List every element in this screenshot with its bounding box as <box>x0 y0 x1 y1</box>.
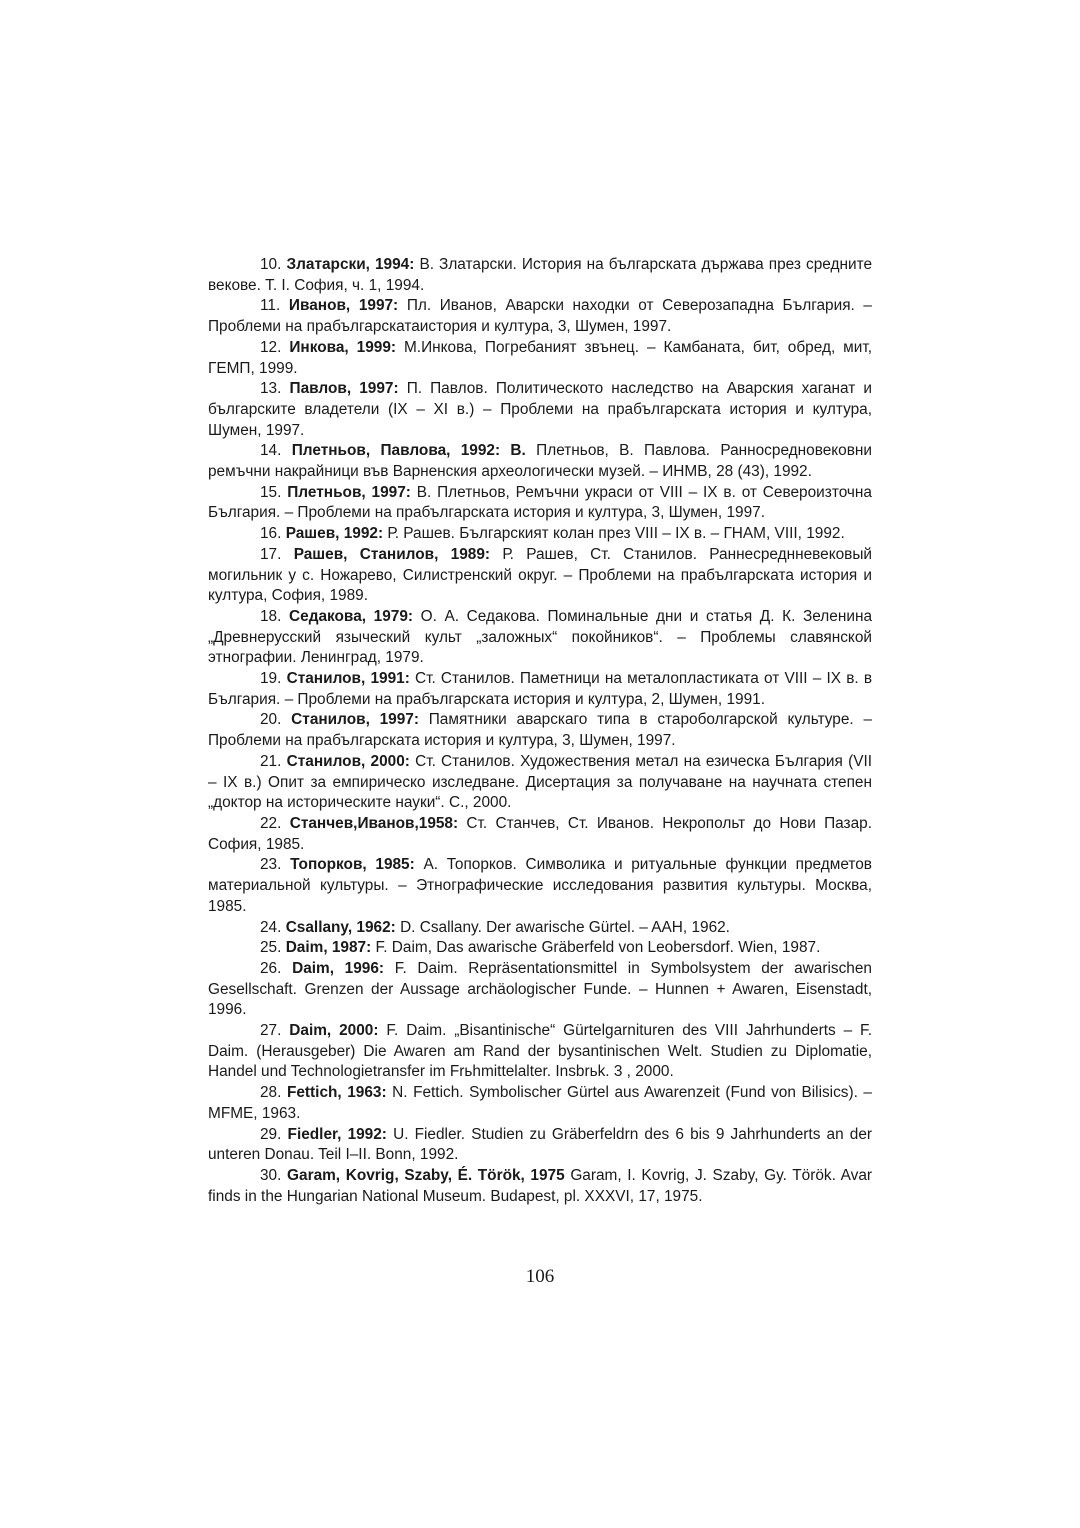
reference-key: Станилов, 1997: <box>291 711 419 729</box>
reference-key: Garam, Kovrig, Szaby, É. Török, 1975 <box>287 1166 565 1184</box>
reference-number: 13. <box>260 380 282 398</box>
reference-number: 24. <box>260 918 282 936</box>
reference-entry <box>208 545 872 607</box>
reference-number: 16. <box>260 525 282 543</box>
reference-text: Ст. Станилов. Паметници на металопластиката от VIII – IX в. в България. – Проблеми на прабългарската история и култура, 2, Шумен, 1991. <box>208 670 873 708</box>
reference-key: Csallany, 1962: <box>285 918 396 936</box>
reference-number: 29. <box>260 1125 282 1143</box>
reference-key: Топорков, 1985: <box>290 856 415 874</box>
reference-number: 23. <box>260 856 282 874</box>
reference-text: М.Инкова, Погребаният звънец. – Камбаната, бит, обред, мит, ГЕМП, 1999. <box>208 338 872 377</box>
reference-entry <box>208 1125 872 1166</box>
reference-text: А. Топорков. Символика и ритуальные функции предметов материальной культуры. – Этнографические исследования развития культуры. Москва, 1985. <box>208 856 872 915</box>
reference-text: U. Fiedler. Studien zu Gräberfeldrn des 6 bis 9 Jahrhunderts an der unteren Donau. Teil I–II. Bonn, 1992. <box>208 1125 873 1164</box>
reference-entry <box>208 607 872 669</box>
reference-entry <box>208 379 872 441</box>
reference-text: N. Fettich. Symbolischer Gürtel aus Awarenzeit (Fund von Bilisics). – MFME, 1963. <box>208 1084 872 1122</box>
reference-key: Рашев, Станилов, 1989: <box>293 545 491 563</box>
reference-key: Инкова, 1999: <box>289 338 397 356</box>
reference-key: Daim, 1987: <box>285 939 372 957</box>
reference-entry <box>208 918 872 939</box>
reference-number: 21. <box>260 752 282 770</box>
reference-number: 15. <box>260 483 282 501</box>
reference-list <box>208 255 872 1207</box>
reference-entry <box>208 1166 872 1207</box>
reference-key: Станилов, 1991: <box>286 670 410 688</box>
reference-entry <box>208 1021 872 1083</box>
reference-number: 28. <box>260 1084 282 1102</box>
reference-key: Плетньов, Павлова, 1992: В. <box>291 442 526 460</box>
reference-text: Плетньов, В. Павлова. Ранносредновековни ремъчни накрайници във Варненския археологически музей. – ИНМВ, 28 (43), 1992. <box>208 442 873 481</box>
reference-text: F. Daim. Repräsentationsmittel in Symbolsystem der awarischen Gesellschaft. Grenzen der Aussage archäologischer Funde. – Hunnen + Awaren, Eisenstadt, 1996. <box>208 959 872 1019</box>
reference-key: Daim, 2000: <box>289 1022 379 1040</box>
reference-text: F. Daim, Das awarische Gräberfeld von Leobersdorf. Wien, 1987. <box>375 939 821 957</box>
reference-text: D. Csallany. Der awarische Gürtel. – AAH, 1962. <box>400 918 730 936</box>
reference-number: 12. <box>260 338 282 356</box>
reference-number: 11. <box>260 297 281 315</box>
reference-key: Павлов, 1997: <box>289 380 399 398</box>
reference-number: 10. <box>260 256 282 273</box>
reference-number: 26. <box>260 959 282 977</box>
reference-text: В. Плетньов, Ремъчни украси от VIII – IX в. от Североизточна България. – Проблеми на прабългарската история и култура, 3, Шумен, 1997. <box>208 483 872 522</box>
reference-key: Златарски, 1994: <box>286 256 415 273</box>
reference-number: 20. <box>260 711 282 729</box>
page-number: 106 <box>525 1266 555 1287</box>
reference-entry <box>208 441 872 482</box>
reference-entry <box>208 483 872 524</box>
reference-entry <box>208 524 872 545</box>
reference-number: 25. <box>260 939 282 957</box>
reference-key: Станилов, 2000: <box>286 752 410 770</box>
reference-entry <box>208 938 872 959</box>
reference-number: 22. <box>260 814 282 832</box>
reference-entry <box>208 814 872 855</box>
reference-key: Рашев, 1992: <box>285 525 384 543</box>
reference-text: Р. Рашев, Ст. Станилов. Раннесреднневековый могильник у с. Ножарево, Силистренский округ. – Проблеми на прабългарската история и култура, София, 1989. <box>208 545 873 605</box>
reference-number: 17. <box>260 545 282 563</box>
reference-text: Р. Рашев. Българският колан през VIII – IX в. – ГНАМ, VIII, 1992. <box>387 525 845 543</box>
reference-text: О. А. Седакова. Поминальные дни и статья Д. К. Зеленина „Древнерусский языческий культ „заложных“ покойников“. – Проблемы славянской этнографии. Ленинград, 1979. <box>208 607 873 667</box>
reference-text: П. Павлов. Политическото наследство на Аварския хаганат и българските владетели (IX – XI в.) – Проблеми на прабългарската история и култура, Шумен, 1997. <box>208 380 873 439</box>
reference-entry <box>208 752 872 814</box>
reference-key: Fiedler, 1992: <box>287 1125 387 1143</box>
reference-text: Garam, I. Kovrig, J. Szaby, Gy. Török. Avar finds in the Hungarian National Museum. Budapest, pl. XXXVI, 17, 1975. <box>208 1166 873 1205</box>
reference-entry <box>208 338 872 379</box>
reference-entry <box>208 959 872 1021</box>
reference-key: Daim, 1996: <box>292 959 385 977</box>
reference-entry <box>208 296 872 337</box>
reference-entry <box>208 255 872 296</box>
reference-entry <box>208 710 872 751</box>
reference-number: 30. <box>260 1166 282 1184</box>
reference-text: В. Златарски. История на българската държава през средните векове. Т. І. София, ч. 1, 1994. <box>208 256 873 294</box>
reference-key: Станчев,Иванов,1958: <box>289 814 459 832</box>
reference-entry <box>208 669 872 710</box>
reference-key: Плетньов, 1997: <box>287 483 411 501</box>
reference-text: Ст. Станчев, Ст. Иванов. Некропольт до Нови Пазар. София, 1985. <box>208 814 872 853</box>
reference-number: 27. <box>260 1022 282 1040</box>
reference-text: Ст. Станилов. Художествения метал на езическа България (VII – IX в.) Опит за емпирическо изследване. Дисертация за получаване на научната степен „доктор на историческите науки“. С., 2000. <box>208 752 873 812</box>
reference-number: 19. <box>260 670 282 688</box>
reference-number: 18. <box>260 607 282 625</box>
reference-text: Пл. Иванов, Аварски находки от Северозападна България. – Проблеми на прабългарскатаистория и култура, 3, Шумен, 1997. <box>208 297 872 336</box>
reference-text: Памятники аварскаго типа в староболгарской культуре. – Проблеми на прабългарската история и култура, 3, Шумен, 1997. <box>208 711 873 750</box>
reference-number: 14. <box>260 442 282 460</box>
reference-entry <box>208 1083 872 1124</box>
reference-text: F. Daim. „Bisantinische“ Gürtelgarnituren des VIII Jahrhunderts – F. Daim. (Herausgeber) Die Awaren am Rand der bysantinischen Welt. Studien zu Diplomatie, Handel und Technologietransfer im Frьhmittelalter. Insbrьk. 3 , 2000. <box>208 1022 872 1081</box>
reference-key: Седакова, 1979: <box>289 607 414 625</box>
reference-key: Иванов, 1997: <box>288 297 399 315</box>
reference-key: Fettich, 1963: <box>286 1084 387 1102</box>
reference-entry <box>208 855 872 917</box>
